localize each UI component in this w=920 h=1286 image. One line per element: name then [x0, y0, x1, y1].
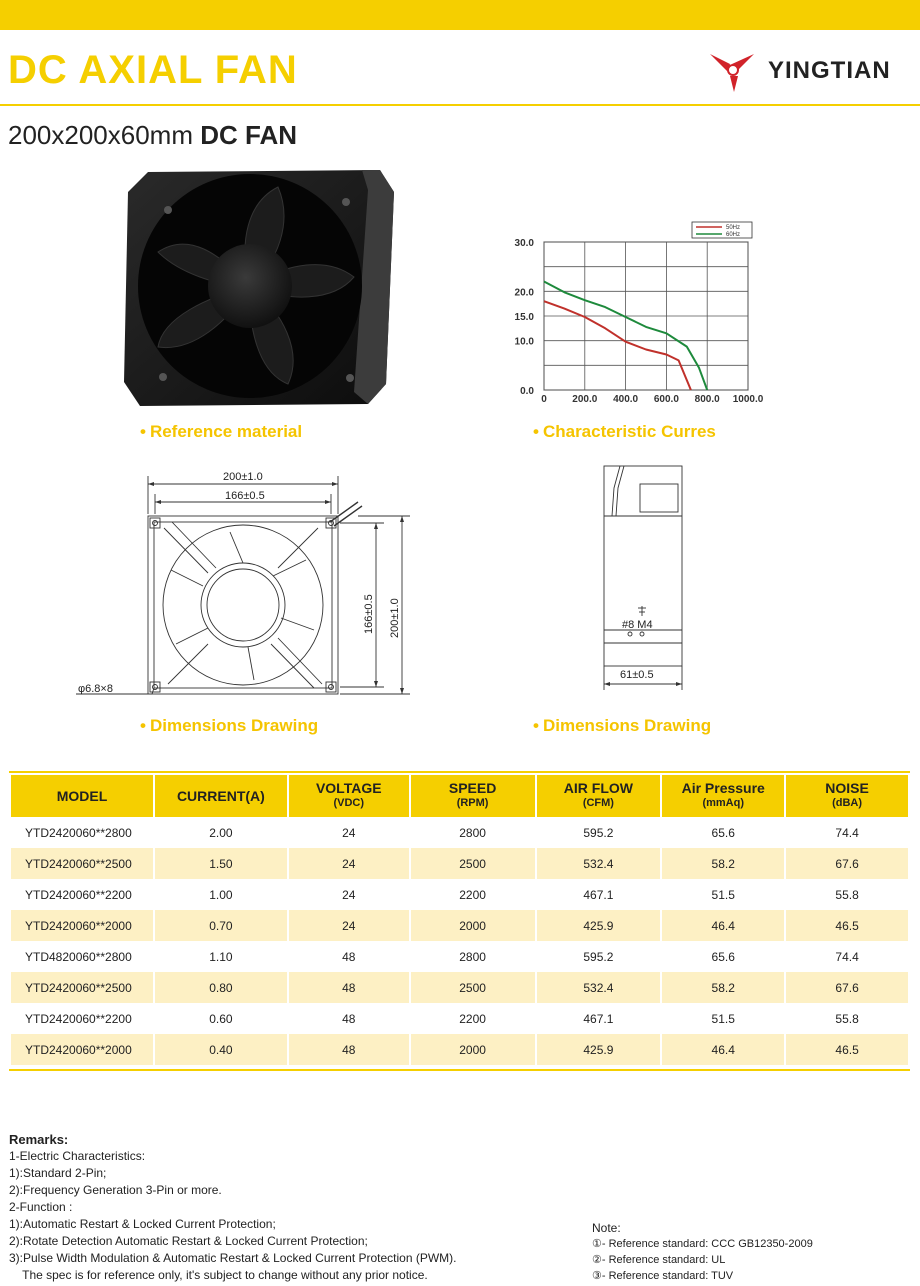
yingtian-logo-icon	[708, 50, 756, 94]
cell-model: YTD2420060**2200	[25, 1011, 132, 1026]
remarks-line: 1-Electric Characteristics:	[9, 1149, 146, 1163]
cell-current: 2.00	[209, 825, 233, 840]
cell-pressure: 51.5	[711, 887, 735, 902]
table-bottom-rule	[9, 1069, 910, 1071]
table-row	[11, 1034, 908, 1065]
remarks-line: 3):Pulse Width Modulation & Automatic Restart & Locked Current Protection (PWM).	[9, 1251, 457, 1265]
remarks-block	[9, 1131, 457, 1284]
remarks-line: 2):Rotate Detection Automatic Restart & Locked Current Protection;	[9, 1234, 368, 1248]
note-line: ②- Reference standard: UL	[592, 1254, 726, 1266]
legend-label-50hz: 50Hz	[726, 225, 741, 231]
header-current	[155, 775, 287, 817]
fan-photo	[118, 162, 400, 410]
header-pressure-label: Air Pressure	[681, 780, 765, 796]
note-line: ①- Reference standard: CCC GB12350-2009	[592, 1238, 813, 1250]
cell-voltage: 48	[342, 949, 356, 964]
cell-noise: 55.8	[835, 1011, 859, 1026]
cell-speed: 2500	[411, 848, 535, 879]
cell-airflow: 467.1	[583, 887, 614, 902]
cell-noise: 46.5	[786, 910, 908, 941]
chart-grid	[544, 242, 748, 390]
chart-series-line-50hz	[544, 301, 691, 390]
cell-pressure: 58.2	[662, 972, 784, 1003]
remarks-line: 1):Standard 2-Pin;	[9, 1166, 107, 1180]
cell-model: YTD2420060**2800	[25, 825, 132, 840]
table-header-row	[11, 775, 908, 817]
dim-outer-width: 200±1.0	[223, 471, 263, 483]
legend-label-60hz: 60Hz	[726, 232, 741, 238]
chart-y-tick-label: 0.0	[520, 386, 534, 397]
cell-noise: 55.8	[835, 887, 859, 902]
cell-pressure: 65.6	[711, 825, 735, 840]
dim-depth: 61±0.5	[620, 669, 654, 681]
remarks-line: 1):Automatic Restart & Locked Current Protection;	[9, 1217, 276, 1231]
table-top-rule	[9, 771, 910, 773]
header-voltage-unit: (VDC)	[333, 797, 365, 809]
cell-airflow: 467.1	[583, 1011, 614, 1026]
header-air-pressure	[662, 775, 784, 817]
cell-voltage: 24	[342, 825, 356, 840]
cell-current: 0.40	[155, 1034, 287, 1065]
subtitle-size: 200x200x60mm	[8, 120, 193, 150]
caption-dimensions-side: • Dimensions Drawing	[533, 716, 712, 735]
header-noise-unit: (dBA)	[832, 797, 863, 809]
caption-reference-text: Reference material	[149, 422, 303, 441]
caption-dimensions-front: • Dimensions Drawing	[140, 716, 319, 735]
remarks-line: 2-Function :	[9, 1200, 73, 1214]
cell-noise: 67.6	[786, 972, 908, 1003]
dim-hole-label: φ6.8×8	[78, 683, 113, 695]
table-row	[11, 1003, 908, 1034]
cell-voltage: 48	[342, 1011, 356, 1026]
title-divider	[0, 104, 920, 106]
cell-current: 1.50	[155, 848, 287, 879]
caption-reference-material: • Reference material	[140, 422, 303, 441]
header-model	[11, 775, 153, 817]
header-model-label: MODEL	[56, 787, 108, 804]
table-row	[11, 941, 908, 972]
cell-speed: 2200	[459, 1011, 486, 1026]
cell-voltage: 24	[342, 887, 356, 902]
chart-x-tick-label: 400.0	[613, 394, 639, 405]
cell-voltage: 48	[289, 972, 409, 1003]
cell-model: YTD2420060**2500	[11, 972, 153, 1003]
side-dimension-drawing	[590, 458, 700, 698]
cell-speed: 2800	[459, 949, 486, 964]
cell-speed: 2000	[411, 910, 535, 941]
chart-x-tick-label: 1000.0	[732, 394, 764, 405]
cell-model: YTD2420060**2000	[11, 910, 153, 941]
chart-x-tick-label: 800.0	[694, 394, 720, 405]
header-speed	[411, 775, 535, 817]
table-row	[11, 910, 908, 941]
cell-airflow: 532.4	[537, 848, 661, 879]
table-row	[11, 817, 908, 848]
spec-table	[9, 775, 910, 1065]
cell-current: 1.00	[209, 887, 233, 902]
header-voltage-label: VOLTAGE	[315, 780, 382, 796]
header-pressure-unit: (mmAq)	[702, 797, 744, 809]
chart-x-tick-label: 0	[541, 394, 547, 405]
caption-characteristic-curves: • Characteristic Curres	[533, 422, 716, 441]
cell-noise: 74.4	[835, 949, 859, 964]
table-row	[11, 879, 908, 910]
header-noise-label: NOISE	[825, 780, 869, 796]
cell-model: YTD2420060**2200	[25, 887, 132, 902]
cell-airflow: 425.9	[537, 1034, 661, 1065]
cell-noise: 67.6	[786, 848, 908, 879]
cell-pressure: 46.4	[662, 910, 784, 941]
header-noise	[786, 775, 908, 817]
cell-model: YTD4820060**2800	[25, 949, 132, 964]
remarks-line: 2):Frequency Generation 3-Pin or more.	[9, 1183, 222, 1197]
header-airflow	[537, 775, 661, 817]
chart-y-tick-label: 10.0	[514, 336, 534, 348]
cell-pressure: 46.4	[662, 1034, 784, 1065]
cell-pressure: 51.5	[711, 1011, 735, 1026]
header-current-label: CURRENT(A)	[176, 787, 265, 804]
chart-y-tick-label: 30.0	[514, 238, 534, 249]
caption-dimensions-side-text: Dimensions Drawing	[542, 716, 712, 735]
cell-model: YTD2420060**2500	[11, 848, 153, 879]
screw-label: #8 M4	[622, 619, 653, 631]
cell-pressure: 58.2	[662, 848, 784, 879]
chart-y-tick-label: 15.0	[514, 312, 534, 323]
cell-current: 1.10	[209, 949, 233, 964]
table-row	[11, 972, 908, 1003]
dim-inner-height: 166±0.5	[363, 594, 375, 634]
header-airflow-label: AIR FLOW	[563, 780, 633, 796]
table-row	[11, 848, 908, 879]
cell-current: 0.70	[155, 910, 287, 941]
cell-speed: 2200	[459, 887, 486, 902]
cell-noise: 46.5	[786, 1034, 908, 1065]
cell-airflow: 425.9	[537, 910, 661, 941]
cell-current: 0.60	[209, 1011, 233, 1026]
cell-airflow: 532.4	[537, 972, 661, 1003]
caption-dimensions-front-text: Dimensions Drawing	[149, 716, 319, 735]
chart-ticks	[515, 238, 764, 405]
dim-outer-height: 200±1.0	[389, 598, 401, 638]
top-accent-bar	[0, 0, 920, 30]
cell-voltage: 24	[289, 848, 409, 879]
cell-airflow: 595.2	[583, 825, 614, 840]
product-subtitle	[8, 119, 297, 151]
remarks-title: Remarks:	[9, 1132, 69, 1147]
chart-x-tick-label: 200.0	[572, 394, 598, 405]
page-title: DC AXIAL FAN	[8, 48, 298, 92]
cell-airflow: 595.2	[583, 949, 614, 964]
header-speed-label: SPEED	[448, 780, 497, 796]
header-speed-unit: (RPM)	[456, 797, 489, 809]
brand-name: YINGTIAN	[768, 57, 891, 84]
note-block	[592, 1220, 813, 1284]
subtitle-type: DC FAN	[200, 120, 298, 150]
cell-speed: 2000	[411, 1034, 535, 1065]
cell-noise: 74.4	[835, 825, 859, 840]
chart-legend	[692, 222, 752, 238]
dim-inner-width: 166±0.5	[225, 490, 265, 502]
header-airflow-unit: (CFM)	[582, 797, 614, 809]
cell-voltage: 24	[289, 910, 409, 941]
note-line: ③- Reference standard: TUV	[592, 1270, 734, 1282]
cell-pressure: 65.6	[711, 949, 735, 964]
chart-x-tick-label: 600.0	[653, 394, 679, 405]
front-dimension-drawing	[68, 458, 428, 708]
caption-curves-text: Characteristic Curres	[542, 422, 716, 441]
chart-y-tick-label: 20.0	[514, 287, 534, 299]
cell-speed: 2800	[459, 825, 486, 840]
cell-current: 0.80	[155, 972, 287, 1003]
remarks-line: The spec is for reference only, it's subject to change without any prior notice.	[9, 1268, 428, 1282]
header-voltage	[289, 775, 409, 817]
cell-voltage: 48	[289, 1034, 409, 1065]
note-title: Note:	[592, 1221, 621, 1235]
characteristic-curves-chart	[490, 218, 790, 416]
cell-speed: 2500	[411, 972, 535, 1003]
cell-model: YTD2420060**2000	[11, 1034, 153, 1065]
